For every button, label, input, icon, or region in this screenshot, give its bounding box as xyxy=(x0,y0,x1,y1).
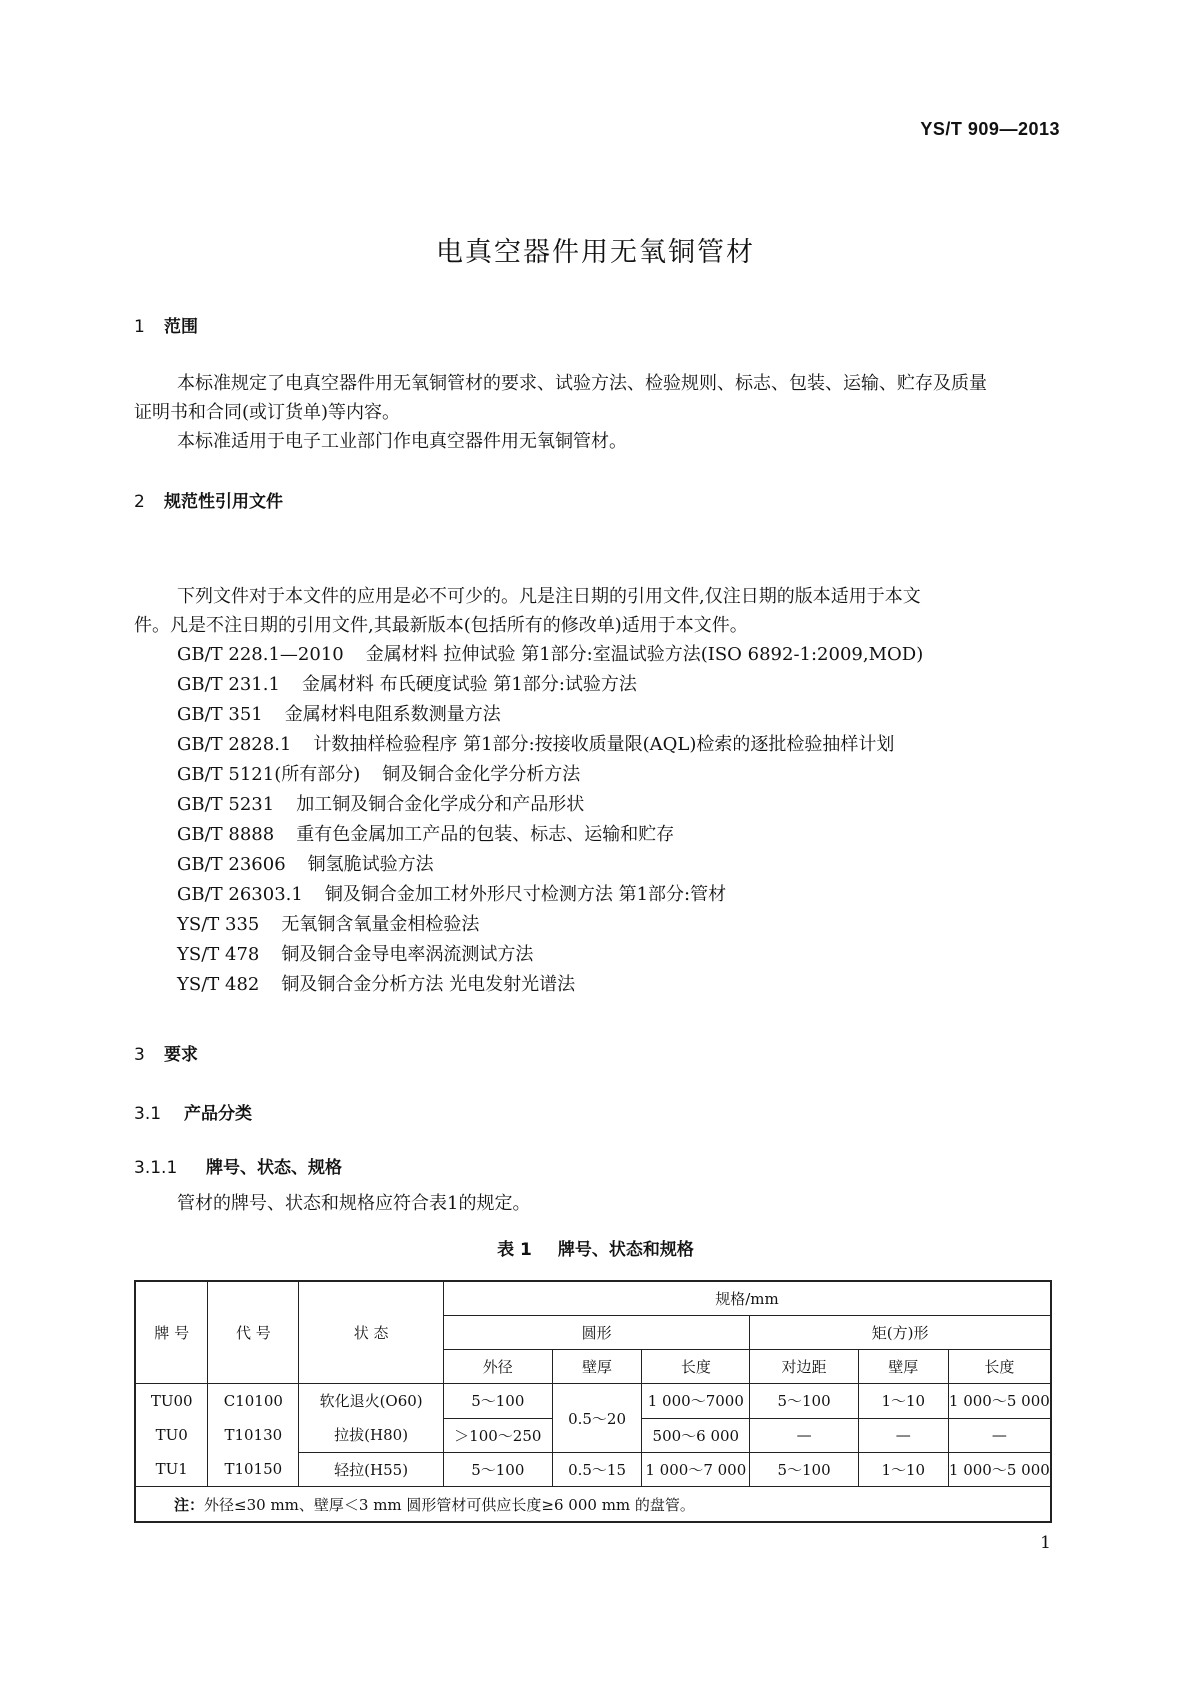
reference-list xyxy=(177,640,923,1000)
header-spec: 规格/mm xyxy=(443,1281,1051,1316)
cell: ＞100～250 xyxy=(443,1418,552,1453)
scope-paragraph-2: 本标准适用于电子工业部门作电真空器件用无氧铜管材。 xyxy=(177,431,627,452)
reference-item: GB/T 2828.1 计数抽样检验程序 第1部分:按接收质量限(AQL)检索的逐批检验抽样计划 xyxy=(177,734,895,755)
header-wall: 壁厚 xyxy=(552,1350,642,1384)
section-number: 1 xyxy=(134,317,145,337)
section-number: 3.1.1 xyxy=(134,1158,178,1178)
table-caption xyxy=(0,1235,1191,1260)
cell: 5～100 xyxy=(750,1453,859,1487)
classification-paragraph: 管材的牌号、状态和规格应符合表1的规定。 xyxy=(177,1193,531,1214)
document-title: 电真空器件用无氧铜管材 xyxy=(436,237,755,268)
table-note xyxy=(135,1487,1051,1523)
header-round: 圆形 xyxy=(443,1316,749,1350)
state-cell-soft-hard: 软化退火(O60) 拉拔(H80) xyxy=(299,1384,444,1453)
reference-item: GB/T 5231 加工铜及铜合金化学成分和产品形状 xyxy=(177,794,585,815)
scope-paragraph-1-line-2: 证明书和合同(或订货单)等内容。 xyxy=(134,402,401,423)
cell: 0.5～20 xyxy=(552,1384,642,1453)
section-title: 规范性引用文件 xyxy=(164,492,283,512)
state-cell-light: 轻拉(H55) xyxy=(299,1453,444,1487)
section-number: 2 xyxy=(134,492,145,512)
table-caption-text: 牌号、状态和规格 xyxy=(557,1240,694,1260)
reference-item: YS/T 335 无氧铜含氧量金相检验法 xyxy=(177,914,480,935)
header-code: 代 号 xyxy=(208,1281,299,1384)
reference-item: GB/T 228.1—2010 金属材料 拉伸试验 第1部分:室温试验方法(ISO 6892-1:2009,MOD) xyxy=(177,644,924,665)
section-number: 3.1 xyxy=(134,1104,162,1124)
cell: 1～10 xyxy=(858,1453,948,1487)
cell: — xyxy=(858,1418,948,1453)
note-label: 注： xyxy=(174,1495,205,1514)
section-title: 范围 xyxy=(164,317,198,337)
cell: 1 000～5 000 xyxy=(948,1453,1051,1487)
normative-intro-line-1: 下列文件对于本文件的应用是必不可少的。凡是注日期的引用文件,仅注日期的版本适用于本文 xyxy=(177,586,921,607)
reference-item: GB/T 23606 铜氢脆试验方法 xyxy=(177,854,434,875)
cell: — xyxy=(948,1418,1051,1453)
cell: 1 000～7 000 xyxy=(642,1453,750,1487)
spec-table xyxy=(134,1280,1052,1523)
standard-code: YS/T 909—2013 xyxy=(920,119,1060,139)
cell: 5～100 xyxy=(443,1453,552,1487)
cell: — xyxy=(750,1418,859,1453)
section-3-1-heading xyxy=(134,1099,252,1124)
reference-item: YS/T 478 铜及铜合金导电率涡流测试方法 xyxy=(177,944,534,965)
header-rect: 矩(方)形 xyxy=(750,1316,1051,1350)
header-wall-rect: 壁厚 xyxy=(858,1350,948,1384)
table-label: 表 1 xyxy=(497,1240,532,1260)
page-number: 1 xyxy=(1040,1533,1051,1553)
section-title: 产品分类 xyxy=(184,1104,252,1124)
header-outer-diameter: 外径 xyxy=(443,1350,552,1384)
scope-paragraph-1-line-1: 本标准规定了电真空器件用无氧铜管材的要求、试验方法、检验规则、标志、包装、运输、贮存及质量 xyxy=(177,373,987,394)
header-length: 长度 xyxy=(642,1350,750,1384)
cell: 500～6 000 xyxy=(642,1418,750,1453)
cell: 5～100 xyxy=(750,1384,859,1419)
reference-item: GB/T 26303.1 铜及铜合金加工材外形尺寸检测方法 第1部分:管材 xyxy=(177,884,727,905)
grade-cell: TU00 TU0 TU1 xyxy=(135,1384,208,1487)
header-across-flats: 对边距 xyxy=(750,1350,859,1384)
section-title: 牌号、状态、规格 xyxy=(206,1158,342,1178)
section-3-heading xyxy=(134,1040,198,1065)
cell: 1 000～5 000 xyxy=(948,1384,1051,1419)
section-2-heading xyxy=(134,487,283,512)
reference-item: GB/T 231.1 金属材料 布氏硬度试验 第1部分:试验方法 xyxy=(177,674,637,695)
cell: 0.5～15 xyxy=(552,1453,642,1487)
reference-item: GB/T 5121(所有部分) 铜及铜合金化学分析方法 xyxy=(177,764,581,785)
header-state: 状 态 xyxy=(299,1281,444,1384)
cell: 1 000～7000 xyxy=(642,1384,750,1419)
section-title: 要求 xyxy=(164,1045,198,1065)
reference-item: YS/T 482 铜及铜合金分析方法 光电发射光谱法 xyxy=(177,974,576,995)
reference-item: GB/T 8888 重有色金属加工产品的包装、标志、运输和贮存 xyxy=(177,824,675,845)
code-cell: C10100 T10130 T10150 xyxy=(208,1384,299,1487)
header-length-rect: 长度 xyxy=(948,1350,1051,1384)
cell: 5～100 xyxy=(443,1384,552,1419)
cell: 1～10 xyxy=(858,1384,948,1419)
reference-item: GB/T 351 金属材料电阻系数测量方法 xyxy=(177,704,501,725)
normative-intro-line-2: 件。凡是不注日期的引用文件,其最新版本(包括所有的修改单)适用于本文件。 xyxy=(134,615,748,636)
section-3-1-1-heading xyxy=(134,1153,342,1178)
note-text: 外径≤30 mm、壁厚＜3 mm 圆形管材可供应长度≥6 000 mm 的盘管。 xyxy=(204,1495,695,1514)
header-grade: 牌 号 xyxy=(135,1281,208,1384)
section-1-heading xyxy=(134,312,198,337)
section-number: 3 xyxy=(134,1045,145,1065)
